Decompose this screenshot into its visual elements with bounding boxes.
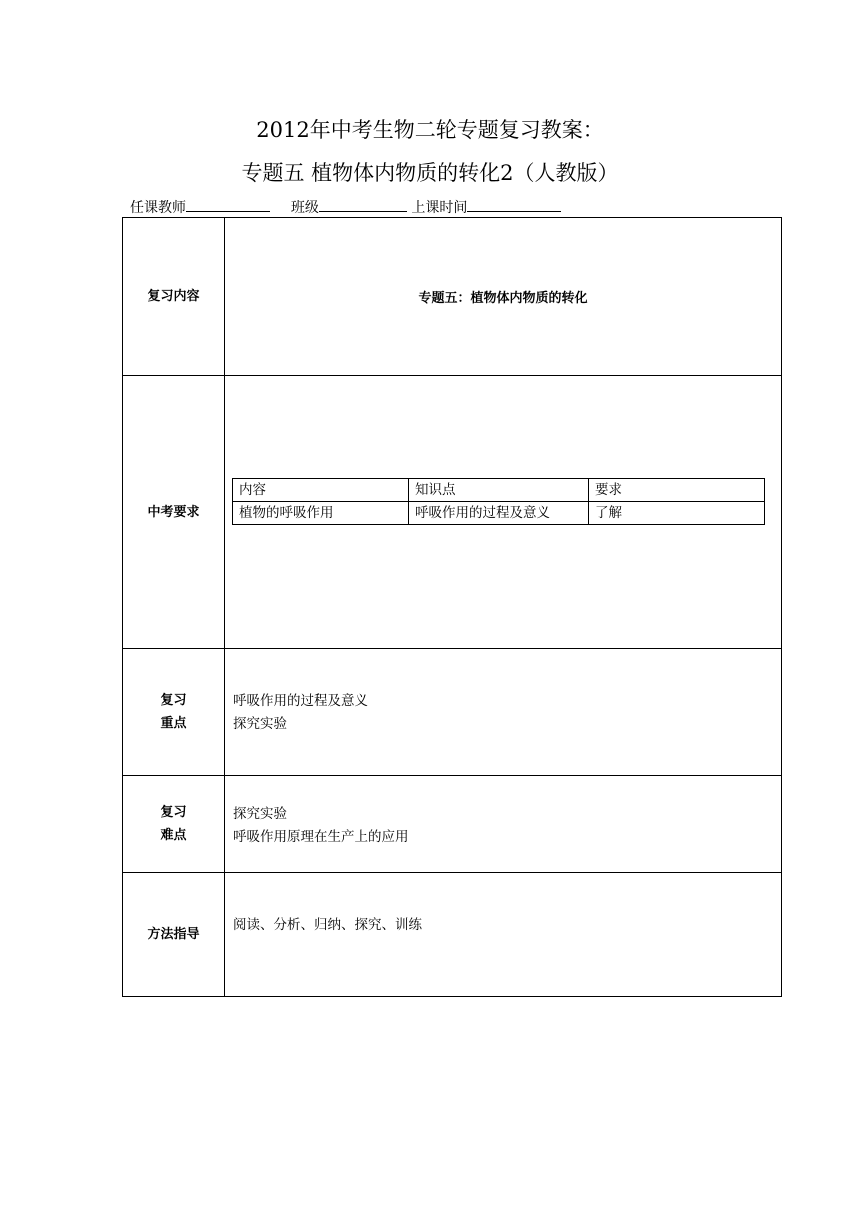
info-line xyxy=(130,197,561,218)
row-label: 方法指导 xyxy=(123,873,225,996)
review-content-text: 专题五：植物体内物质的转化 xyxy=(418,291,588,306)
lesson-plan-table xyxy=(122,217,782,997)
table-row xyxy=(233,479,765,502)
table-cell: 了解 xyxy=(589,502,765,525)
content-line: 探究实验 xyxy=(233,716,287,732)
row-difficult-points xyxy=(123,775,781,872)
table-cell: 呼吸作用的过程及意义 xyxy=(409,502,589,525)
row-label-line: 复习 xyxy=(160,805,187,820)
row-method-guidance xyxy=(123,872,781,996)
row-content xyxy=(225,376,781,648)
class-blank xyxy=(319,197,407,212)
row-content xyxy=(225,218,781,375)
table-row xyxy=(233,502,765,525)
content-line: 阅读、分析、归纳、探究、训练 xyxy=(233,917,422,933)
row-label xyxy=(123,776,225,872)
row-label-line: 难点 xyxy=(160,828,187,843)
content-line: 探究实验 xyxy=(233,806,287,822)
row-content xyxy=(225,649,781,775)
table-cell: 植物的呼吸作用 xyxy=(233,502,409,525)
row-label: 中考要求 xyxy=(123,376,225,648)
content-line: 呼吸作用的过程及意义 xyxy=(233,693,368,709)
table-header-cell: 要求 xyxy=(589,479,765,502)
teacher-blank xyxy=(186,197,270,212)
time-label: 上课时间 xyxy=(411,200,468,216)
row-key-points xyxy=(123,648,781,775)
row-label xyxy=(123,649,225,775)
class-label: 班级 xyxy=(290,200,319,216)
requirements-table xyxy=(232,478,765,525)
table-header-cell: 知识点 xyxy=(409,479,589,502)
row-label-line: 重点 xyxy=(160,716,187,731)
document-subtitle: 专题五 植物体内物质的转化2（人教版） xyxy=(241,161,619,185)
teacher-label: 任课教师 xyxy=(130,200,186,216)
row-content xyxy=(225,776,781,872)
content-line: 呼吸作用原理在生产上的应用 xyxy=(233,829,409,845)
row-label: 复习内容 xyxy=(123,218,225,375)
time-blank xyxy=(467,197,561,212)
row-content xyxy=(225,873,781,996)
row-exam-requirements xyxy=(123,375,781,648)
row-label-line: 复习 xyxy=(160,693,187,708)
table-header-cell: 内容 xyxy=(233,479,409,502)
row-review-content xyxy=(123,218,781,375)
document-title: 2012年中考生物二轮专题复习教案： xyxy=(256,118,604,142)
